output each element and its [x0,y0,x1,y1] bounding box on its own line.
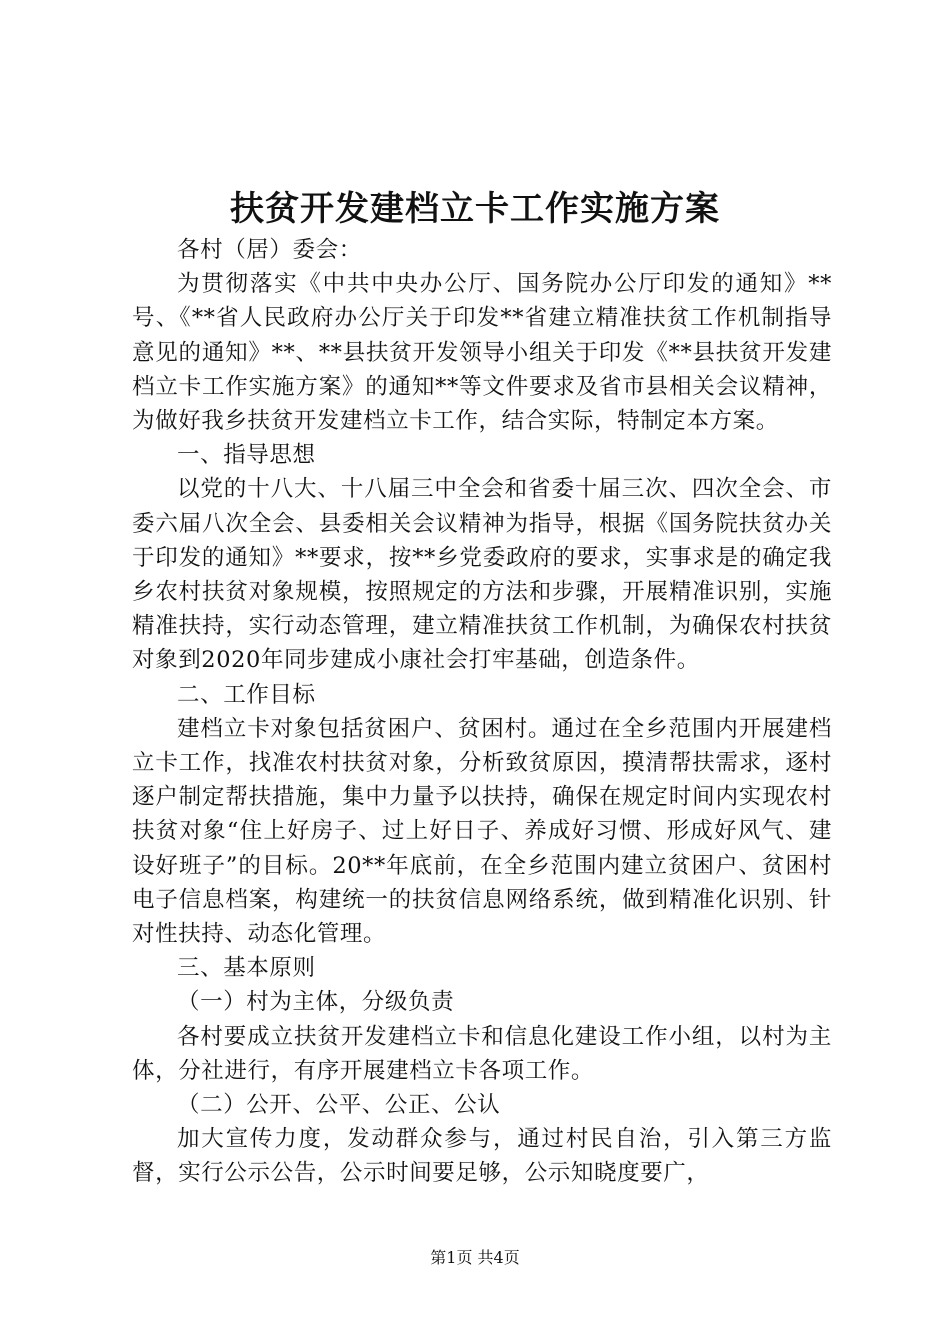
section-heading-work-goals: 二、工作目标 [177,681,316,708]
intro-paragraph: 为贯彻落实《中共中央办公厅、国务院办公厅印发的通知》**号、《**省人民政府办公厅关于印发**省建立精准扶贫工作机制指导意见的通知》**、**县扶贫开发领导小组关于印发《**县扶贫开发建档立卡工作实施方案》的通知**等文件要求及省市县相关会议精神，为做好我乡扶贫开发建档立卡工作，结合实际，特制定本方案。 [132,271,832,435]
page-footer: 第1页 共4页 [430,1248,520,1267]
subheading-village-as-subject: （一）村为主体，分级负责 [177,989,455,1016]
salutation: 各村（居）委会： [177,237,362,263]
document-title: 扶贫开发建档立卡工作实施方案 [230,189,720,229]
section-heading-guiding-ideology: 一、指导思想 [177,442,316,469]
openness-fairness-paragraph: 加大宣传力度，发动群众参与，通过村民自治，引入第三方监督，实行公示公告，公示时间要足够，公示知晓度要广， [132,1126,832,1187]
village-as-subject-paragraph: 各村要成立扶贫开发建档立卡和信息化建设工作小组，以村为主体，分社进行，有序开展建档立卡各项工作。 [132,1023,832,1084]
subheading-openness-fairness: （二）公开、公平、公正、公认 [177,1092,501,1119]
work-goals-paragraph: 建档立卡对象包括贫困户、贫困村。通过在全乡范围内开展建档立卡工作，找准农村扶贫对象，分析致贫原因，摸清帮扶需求，逐村逐户制定帮扶措施，集中力量予以扶持，确保在规定时间内实现农村扶贫对象“住上好房子、过上好日子、养成好习惯、形成好风气、建设好班子”的目标。20**年底前，在全乡范围内建立贫困户、贫困村电子信息档案，构建统一的扶贫信息网络系统，做到精准化识别、针对性扶持、动态化管理。 [132,715,832,948]
guiding-ideology-paragraph: 以党的十八大、十八届三中全会和省委十届三次、四次全会、市委六届八次全会、县委相关会议精神为指导，根据《国务院扶贫办关于印发的通知》**要求，按**乡党委政府的要求，实事求是的确定我乡农村扶贫对象规模，按照规定的方法和步骤，开展精准识别，实施精准扶持，实行动态管理，建立精准扶贫工作机制，为确保农村扶贫对象到2020年同步建成小康社会打牢基础，创造条件。 [132,476,832,674]
document-body [132,233,832,1191]
section-heading-basic-principles: 三、基本原则 [177,955,316,982]
